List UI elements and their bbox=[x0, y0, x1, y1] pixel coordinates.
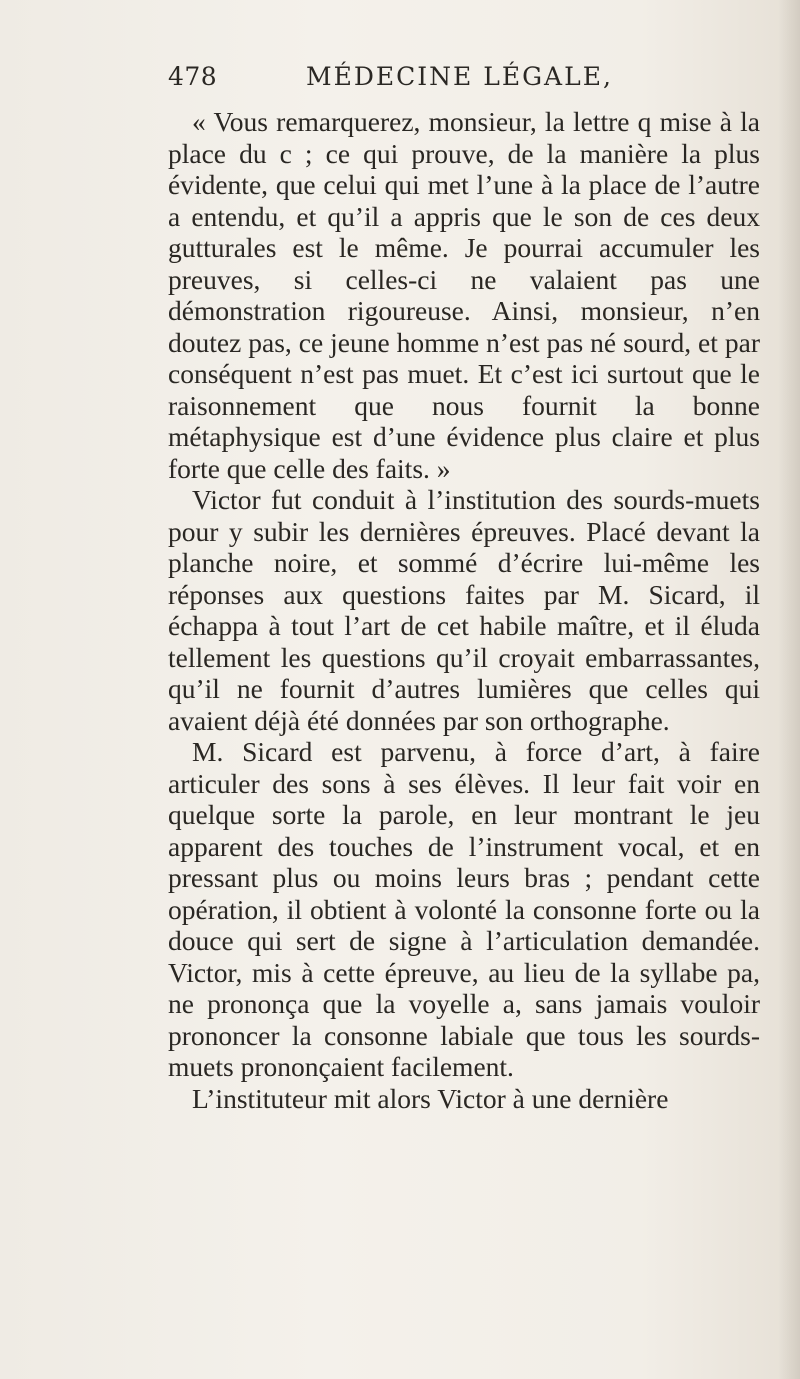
page-edge-shadow bbox=[778, 0, 800, 1379]
paragraph-final-line: L’instituteur mit alors Victor à une dernière bbox=[192, 1082, 669, 1114]
page-number: 478 bbox=[168, 62, 218, 91]
body-text bbox=[168, 106, 760, 1114]
paragraph-quote: « Vous remarquerez, monsieur, la lettre q mise à la place du c ; ce qui prouve, de la manière la plus évidente, que celui qui met l’une à la place de l’autre a entendu, et qu’il a appris que le son de ces deux gutturales est le même. Je pourrai accumuler les preuves, si celles-ci ne valaient pas une démonstration rigoureuse. Ainsi, monsieur, n’en doutez pas, ce jeune homme n’est pas né sourd, et par conséquent n’est pas muet. Et c’est ici surtout que le raisonnement que nous fournit la bonne métaphysique est d’une évidence plus claire et plus forte que celle des faits. » bbox=[168, 106, 760, 484]
paragraph-sicard-method: M. Sicard est parvenu, à force d’art, à faire articuler des sons à ses élèves. Il leur fait voir en quelque sorte la parole, en leur montrant le jeu apparent des touches de l’instrument vocal, et en pressant plus ou moins leurs bras ; pendant cette opération, il obtient à volonté la consonne forte ou la douce qui sert de signe à l’articulation demandée. Victor, mis à cette épreuve, au lieu de la syllabe pa, ne prononça que la voyelle a, sans jamais vouloir prononcer la consonne labiale que tous les sourds-muets prononçaient facilement. bbox=[168, 736, 760, 1082]
running-title: MÉDECINE LÉGALE, bbox=[306, 62, 613, 91]
page-header bbox=[60, 62, 760, 112]
paragraph-victor-test: Victor fut conduit à l’institution des sourds-muets pour y subir les dernières épreuves. Placé devant la planche noire, et sommé d’écrire lui-même les réponses aux questions faites par M. Sicard, il échappa à tout l’art de cet habile maître, et il éluda tellement les questions qu’il croyait embarrassantes, qu’il ne fournit d’autres lumières que celles qui avaient déjà été données par son orthographe. bbox=[168, 484, 760, 736]
